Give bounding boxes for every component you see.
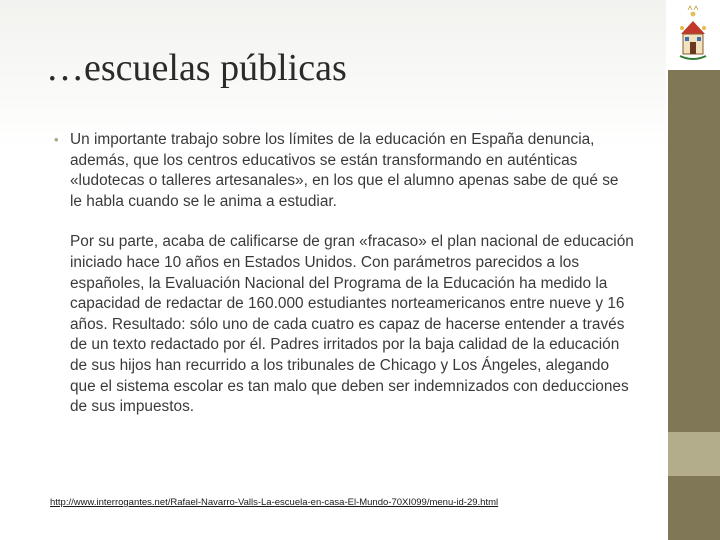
slide-body <box>54 130 634 418</box>
school-crest-icon <box>666 0 720 70</box>
bullet-paragraph-text: Un importante trabajo sobre los límites de la educación en España denuncia, además, que los centros educativos se están transformando en auténticas «ludotecas o talleres artesanales», en los que el alumno apenas sabe de qué se le habla cuando se le anima a estudiar. <box>70 131 619 210</box>
second-paragraph: Por su parte, acaba de calificarse de gran «fracaso» el plan nacional de educación iniciado hace 10 años en Estados Unidos. Con parámetros parecidos a los españoles, la Evaluación Nacional del Programa de la Educación ha medido la capacidad de redactar de 160.000 estudiantes norteamericanos entre nueve y 16 años. Resultado: sólo uno de cada cuatro es capaz de hacerse entender a través de un texto redactado por él. Padres irritados por la baja calidad de la educación de sus hijos han recurrido a los tribunales de Chicago y Los Ángeles, alegando que el sistema escolar es tan malo que deben ser indemnizados con deducciones de sus impuestos. <box>70 233 634 416</box>
bullet-dot-icon: • <box>54 132 59 147</box>
slide-title: …escuelas públicas <box>46 47 347 89</box>
source-link[interactable]: http://www.interrogantes.net/Rafael-Navarro-Valls-La-escuela-en-casa-El-Mundo-70XI099/menu-id-29.html <box>50 497 499 508</box>
side-band-accent <box>668 432 720 476</box>
bullet-paragraph <box>54 130 634 212</box>
